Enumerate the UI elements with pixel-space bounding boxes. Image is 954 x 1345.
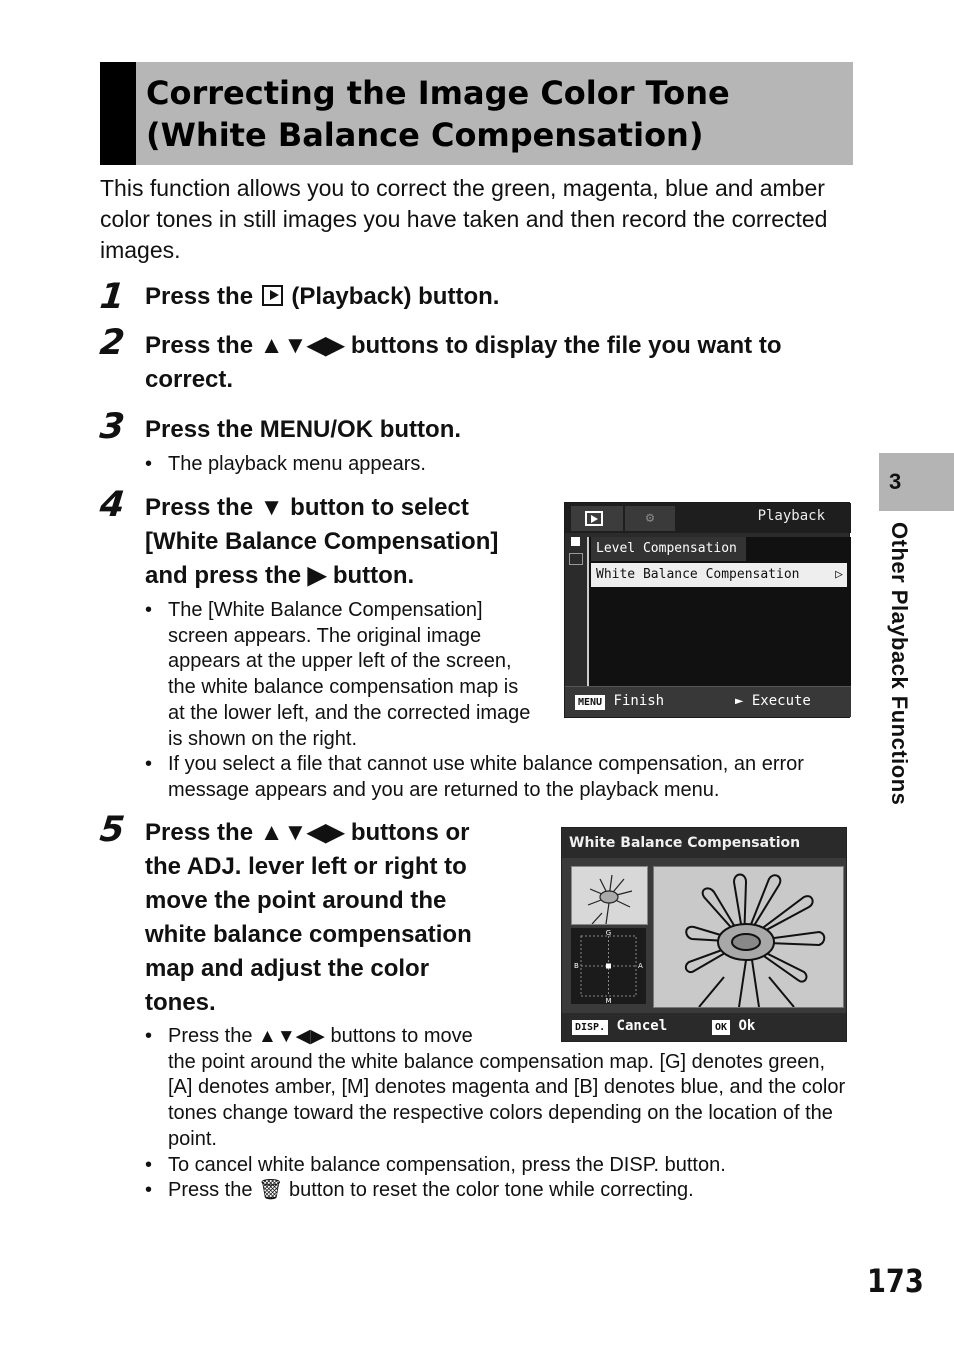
- chapter-number: 3: [889, 469, 902, 494]
- map-label-g: G: [605, 929, 612, 937]
- step-number-1: 1: [97, 277, 127, 317]
- step-number-3: 3: [97, 407, 127, 447]
- down-arrow-icon: ▼: [259, 494, 284, 521]
- step-4-line-3-post: button.: [332, 562, 415, 589]
- ok-label: Ok: [738, 1018, 756, 1034]
- map-label-a: A: [638, 962, 643, 970]
- menu-page-indicator: [569, 537, 585, 687]
- bullet-1-rest: compensation map. [G] denotes green, [A] denotes amber, [M] denotes magenta and [B] denotes blue, and the color tones change toward the respective colors depending on the location of the point.: [168, 1050, 846, 1150]
- finish-label: Finish: [613, 693, 665, 709]
- step-1-pre: Press the: [145, 283, 254, 310]
- step-5-line-3: move the point around the: [145, 887, 447, 914]
- step-1-post: (Playback) button.: [291, 283, 500, 310]
- menu-item-white-balance-compensation: [591, 563, 847, 587]
- step-number-2: 2: [97, 323, 127, 363]
- step-5-line-5: map and adjust the color: [145, 955, 430, 982]
- map-label-b: B: [574, 962, 579, 970]
- ok-hint: [712, 1018, 755, 1035]
- step-number-5: 5: [97, 810, 127, 850]
- playback-menu-screenshot: [564, 502, 850, 718]
- menu-item-level-compensation: Level Compensation: [591, 537, 746, 561]
- screen-footer: [562, 1013, 846, 1041]
- step-5-line-2: the ADJ. lever left or right to: [145, 853, 467, 880]
- white-balance-screenshot: [561, 827, 847, 1042]
- corrected-image: [653, 866, 844, 1008]
- step-3-text: Press the MENU/OK button.: [145, 416, 462, 443]
- flower-icon: [654, 867, 843, 1007]
- list-item: • If you select a file that cannot use white balance compensation, an error message appears and you are returned to the playback menu.: [145, 752, 845, 803]
- cancel-hint: [572, 1018, 667, 1035]
- step-5-line-6: tones.: [145, 989, 216, 1016]
- ok-key-icon: OK: [712, 1020, 730, 1035]
- bullet-3-pre: Press the: [168, 1179, 253, 1202]
- step-4-line-3-pre: and press the: [145, 562, 302, 589]
- list-item: [145, 1024, 850, 1153]
- title-line-2: (White Balance Compensation): [146, 116, 704, 154]
- page-title: [146, 72, 730, 156]
- playback-tab: [571, 506, 623, 531]
- step-3-bullets: [145, 452, 845, 478]
- menu-tab-bar: [565, 503, 851, 533]
- bullet-1-line-2: the point around the white balance: [168, 1050, 474, 1073]
- compensation-map: [571, 928, 646, 1004]
- direction-arrows-icon: ▲▼◀▶: [258, 1026, 325, 1047]
- menu-key-icon: MENU: [575, 695, 605, 710]
- step-4-bullets-a: [145, 598, 540, 752]
- intro-paragraph: This function allows you to correct the green, magenta, blue and amber color tones in still images you have taken and then record the corrected images.: [100, 175, 828, 263]
- menu-footer: [565, 686, 851, 717]
- list-item: • To cancel white balance compensation, press the DISP. button.: [145, 1153, 850, 1179]
- step-1-text: [145, 280, 499, 314]
- original-image-thumbnail: [571, 866, 648, 925]
- step-4-line-2: [White Balance Compensation]: [145, 528, 499, 555]
- title-accent-bar: [100, 62, 136, 165]
- right-arrow-icon: ▶: [307, 562, 327, 589]
- step-2-text: [145, 329, 855, 397]
- step-5-line-4: white balance compensation: [145, 921, 472, 948]
- section-title-box: [100, 62, 853, 165]
- menu-tab-label: Playback: [757, 508, 825, 524]
- page-number: 173: [867, 1262, 924, 1300]
- chapter-tab: [879, 453, 954, 511]
- step-4-post: button to select: [290, 494, 469, 521]
- chapter-label: Other Playback Functions: [887, 522, 912, 806]
- finish-hint: [575, 693, 664, 710]
- step-5-pre: Press the: [145, 819, 254, 846]
- step-5-text: [145, 816, 545, 1020]
- disp-key-icon: DISP.: [572, 1020, 608, 1035]
- step-number-4: 4: [97, 485, 127, 525]
- menu-item-label: White Balance Compensation: [596, 567, 800, 582]
- execute-hint: ► Execute: [735, 693, 811, 709]
- playback-icon: [262, 285, 283, 306]
- bullet-3-post: button to reset the color tone while correcting.: [289, 1179, 694, 1202]
- list-item: • The [White Balance Compensation] screen appears. The original image appears at the upper left of the screen, the white balance compensation map is at the lower left, and the corrected image is shown on the right.: [145, 598, 540, 752]
- bullet-1-post: buttons to move: [330, 1025, 473, 1047]
- step-2-pre: Press the: [145, 332, 254, 359]
- step-4-text: [145, 491, 545, 593]
- list-item: • The playback menu appears.: [145, 452, 845, 478]
- title-line-1: Correcting the Image Color Tone: [146, 74, 730, 112]
- menu-list: [587, 537, 851, 687]
- flower-icon: [572, 867, 647, 924]
- direction-arrows-icon: ▲▼◀▶: [259, 332, 345, 359]
- playback-icon: [585, 511, 603, 526]
- setup-tab-icon: ⚙: [625, 506, 675, 531]
- submenu-arrow-icon: ▷: [835, 567, 843, 582]
- list-item: [145, 1178, 850, 1204]
- screen-title: White Balance Compensation: [562, 828, 846, 858]
- step-2-post-2: correct.: [145, 366, 234, 393]
- step-2-post-1: buttons to display the file you want to: [350, 332, 782, 359]
- step-5-bullets: [145, 1024, 850, 1204]
- cancel-label: Cancel: [616, 1018, 668, 1034]
- step-4-bullets-b: [145, 752, 845, 803]
- direction-arrows-icon: ▲▼◀▶: [259, 819, 345, 846]
- step-4-pre: Press the: [145, 494, 254, 521]
- trash-icon: 🗑: [258, 1179, 284, 1202]
- step-5-post: buttons or: [350, 819, 470, 846]
- bullet-1-pre: Press the: [168, 1025, 253, 1047]
- map-label-m: M: [605, 997, 612, 1004]
